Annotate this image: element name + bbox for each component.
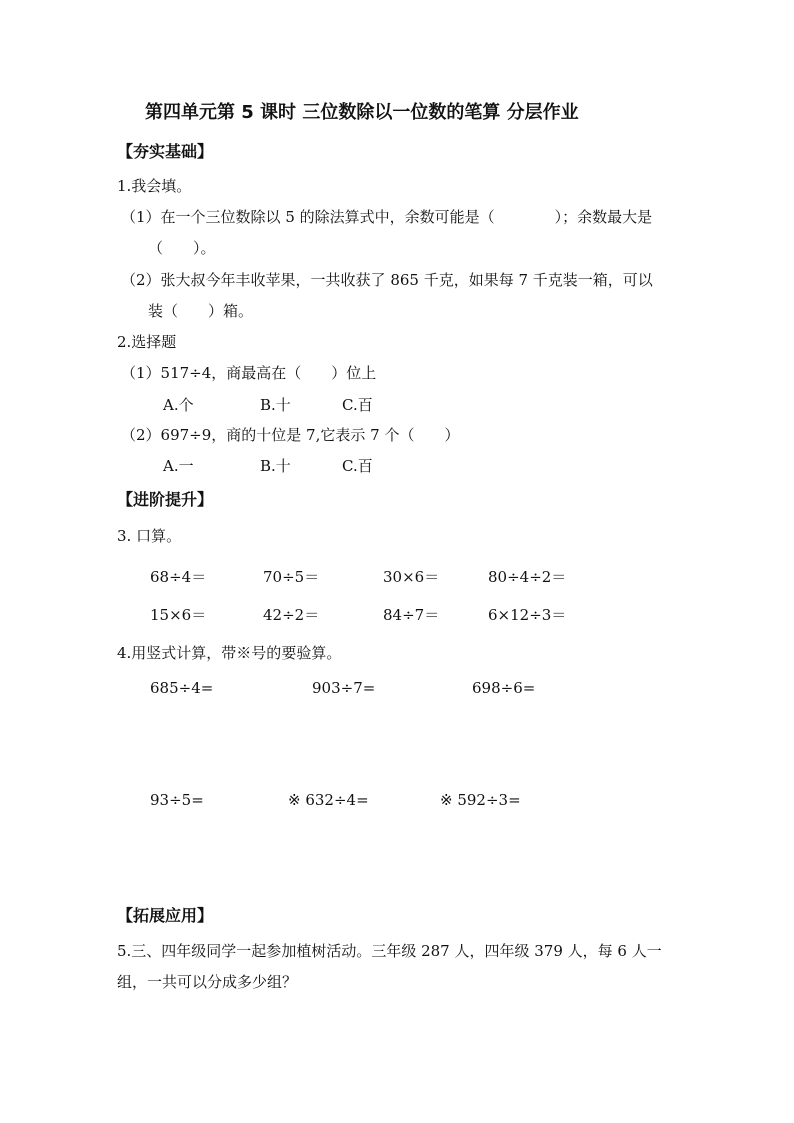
q2-part1-option-b: B.十 [260, 396, 291, 414]
page-title: 第四单元第 5 课时 三位数除以一位数的笔算 分层作业 [145, 102, 579, 123]
q3-item: 30×6＝ [383, 568, 440, 586]
q2-part2: （2）697÷9，商的十位是 7,它表示 7 个（ ） [121, 426, 460, 444]
q1-heading: 1.我会填。 [117, 177, 192, 195]
q3-heading: 3. 口算。 [117, 527, 182, 545]
q1-part1-line1: （1）在一个三位数除以 5 的除法算式中，余数可能是（ ）；余数最大是 [121, 208, 653, 226]
q4-item: 685÷4= [150, 679, 214, 697]
q4-item: 903÷7= [312, 679, 376, 697]
q4-item: 698÷6= [472, 679, 536, 697]
q1-part1-line2: （ ）。 [148, 239, 216, 257]
q3-item: 15×6＝ [150, 606, 207, 624]
section-basic-heading: 【夯实基础】 [117, 142, 214, 161]
q2-part1-option-a: A.个 [163, 396, 194, 414]
q2-part2-option-c: C.百 [342, 457, 373, 475]
q2-part2-option-a: A.一 [163, 457, 194, 475]
q3-item: 80÷4÷2＝ [488, 568, 567, 586]
section-advanced-heading: 【进阶提升】 [117, 490, 214, 509]
q2-part2-option-b: B.十 [260, 457, 291, 475]
q2-heading: 2.选择题 [117, 333, 177, 351]
q3-item: 68÷4＝ [150, 568, 207, 586]
q3-item: 70÷5＝ [263, 568, 320, 586]
q5-line2: 组，一共可以分成多少组？ [117, 973, 298, 991]
q1-part2-line1: （2）张大叔今年丰收苹果，一共收获了 865 千克，如果每 7 千克装一箱，可以 [121, 271, 653, 289]
q4-item: 93÷5= [150, 791, 204, 809]
q3-item: 6×12÷3＝ [488, 606, 567, 624]
q4-item: ※ 592÷3= [440, 791, 521, 809]
q3-item: 42÷2＝ [263, 606, 320, 624]
q3-item: 84÷7＝ [383, 606, 440, 624]
q1-part2-line2: 装（ ）箱。 [148, 302, 254, 320]
q4-heading: 4.用竖式计算，带※号的要验算。 [117, 644, 342, 662]
q4-item: ※ 632÷4= [288, 791, 369, 809]
section-extension-heading: 【拓展应用】 [117, 906, 214, 925]
q2-part1: （1）517÷4，商最高在（ ）位上 [121, 364, 377, 382]
q5-line1: 5.三、四年级同学一起参加植树活动。三年级 287 人，四年级 379 人，每 6 人一 [117, 942, 662, 960]
q2-part1-option-c: C.百 [342, 396, 373, 414]
